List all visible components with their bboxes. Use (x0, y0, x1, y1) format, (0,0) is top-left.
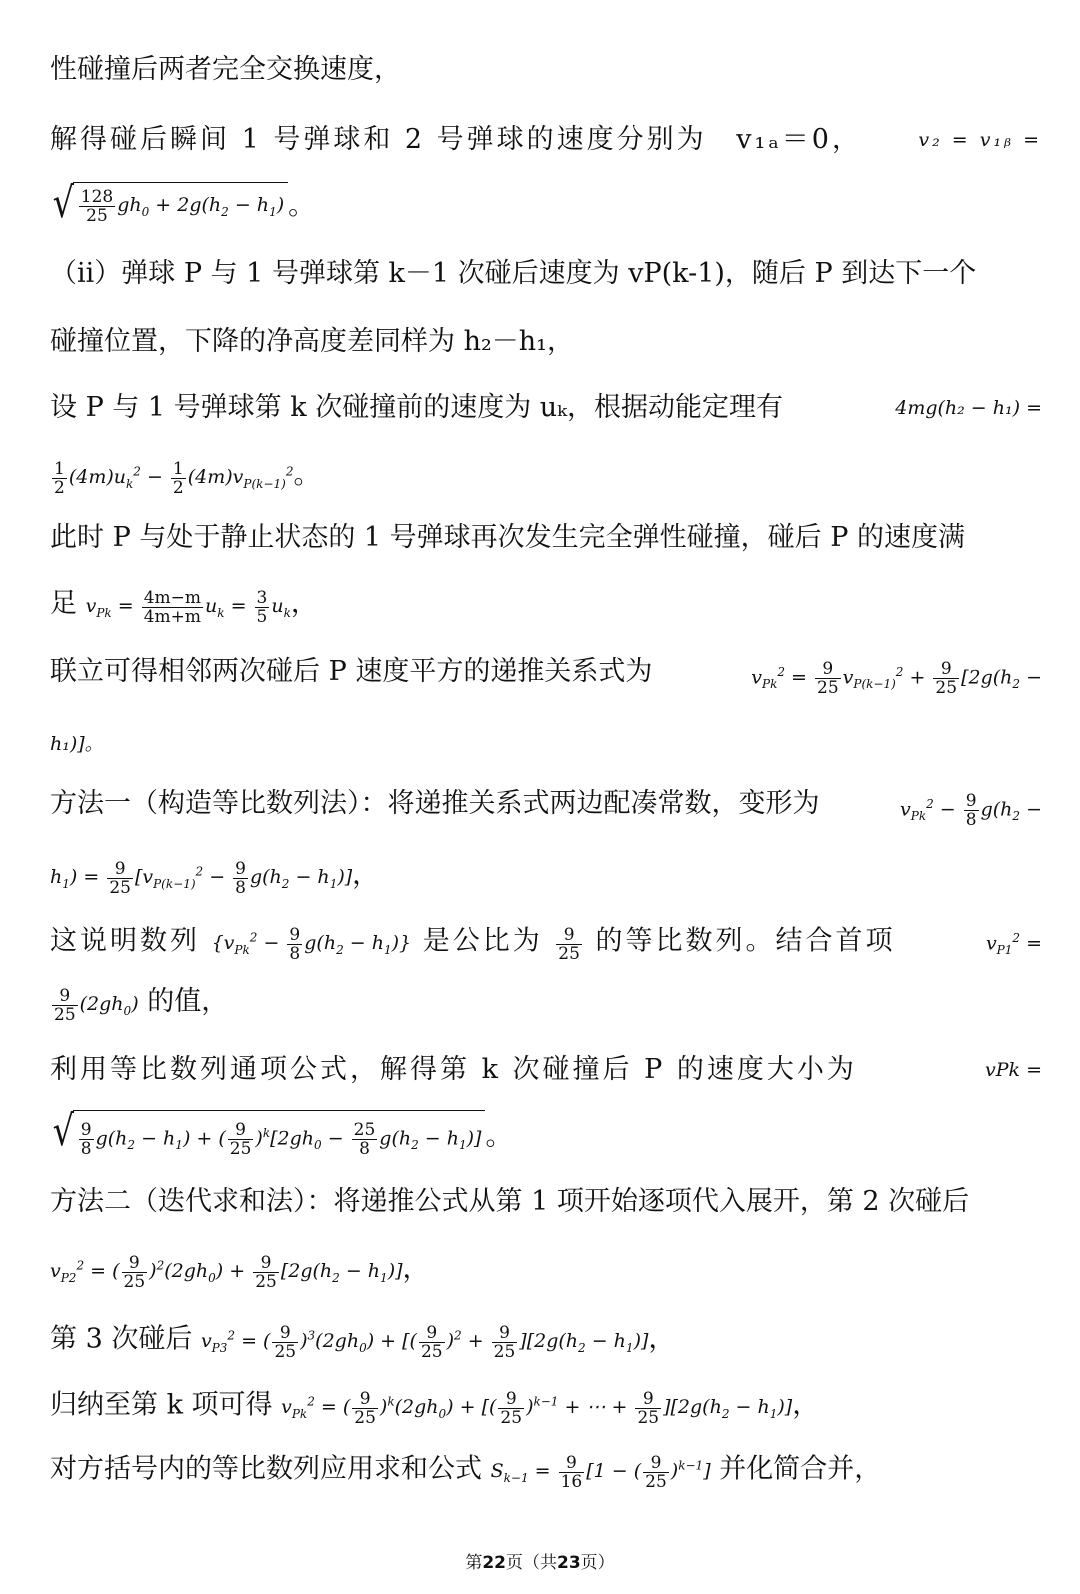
formula-line: 对方括号内的等比数列应用求和公式 $S_{k-1}$ = $\frac{9}{16}$ [1 − ( $\frac{9}{25}$ )$^{k-1}$] 并化简合并， (50, 1452, 882, 1492)
text-line: 设 P 与 1 号弹球第 k 次碰撞前的速度为 uₖ，根据动能定理有 4mg(h₂ − h₁) = (50, 392, 1042, 423)
formula-line: $v_{P2}^2$ = ( $\frac{9}{25}$ )$^2(2gh_0)$ + $\frac{9}{25}$ $[2g(h_2 - h_1)]$， (50, 1252, 430, 1292)
formula-line: $h_1$) = $\frac{9}{25}$ [$v_{P(k-1)}^2$ − $\frac{9}{8}$ $g(h_2 - h_1)$]， (50, 858, 380, 898)
text-line: 性碰撞后两者完全交换速度， (50, 54, 401, 85)
text-line: （ii）弹球 P 与 1 号弹球第 k－1 次碰后速度为 vP(k-1)，随后 P 到达下一个 (50, 258, 977, 289)
text-line: 方法二（迭代求和法）：将递推公式从第 1 项开始逐项代入展开，第 2 次碰后 (50, 1186, 970, 1217)
formula-line: √ $\frac{128}{25}$ $gh_0 + 2g(h_2 - h_1)$ 。 (50, 182, 1042, 232)
formula-line: 第 3 次碰后 $v_{P3}^2$ = ( $\frac{9}{25}$ )$^3(2gh_0)$ + [( $\frac{9}{25}$ )$^2$ + $\frac{9}{25}$ ]$[2g(h_2 - h_1)]$， (50, 1322, 676, 1362)
formula-line: 归纳至第 k 项可得 $v_{Pk}^2$ = ( $\frac{9}{25}$ )$^k(2gh_0)$ + [( $\frac{9}{25}$ )$^{k-1}$ + ⋯ + $\frac{9}{25}$ ]$[2g(h_2 - h_1)]$， (50, 1388, 820, 1428)
formula-line: √ $\frac{9}{8}$ $g(h_2 - h_1)$ + ( $\frac{9}{25}$ )$^k[2gh_0$ − $\frac{25}{8}$ $g(h_2 - h_1)$] 。 (50, 1110, 1042, 1165)
sqrt-expression: √ $\frac{9}{8}$ $g(h_2 - h_1)$ + ( $\frac{9}{25}$ )$^k[2gh_0$ − $\frac{25}{8}$ $g(h_2 - h_1)$] (50, 1110, 485, 1165)
page-total: 23 (557, 1553, 581, 1573)
formula-line: $\frac{9}{25}$ $(2gh_0)$ 的值， (54, 985, 229, 1025)
page-number: 22 (482, 1553, 506, 1573)
formula-line: 足 $v_{Pk}$ = $\frac{4m-m}{4m+m}$ $u_k$ = $\frac{3}{5}$ $u_k$， (50, 587, 318, 627)
formula-line: 联立可得相邻两次碰后 P 速度平方的递推关系式为 $v_{Pk}^2$ = $\frac{9}{25}$ $v_{P(k-1)}^2$ + $\frac{9}{25}$ [$2g(h_2$ − (50, 656, 1042, 698)
formula-line: 方法一（构造等比数列法）：将递推关系式两边配凑常数，变形为 $v_{Pk}^2$ − $\frac{9}{8}$ $g(h_2$ − (50, 788, 1042, 830)
text-line: 解得碰后瞬间 1 号弹球和 2 号弹球的速度分别为 v₁ₐ＝0， v₂ = v₁ᵦ = (50, 124, 1042, 155)
sqrt-expression: √ $\frac{128}{25}$ $gh_0 + 2g(h_2 - h_1)$ (50, 182, 288, 232)
formula-line: 这说明数列 {$v_{Pk}^2$ − $\frac{9}{8}$ $g(h_2 - h_1)$} 是公比为 $\frac{9}{25}$ 的等比数列。结合首项 $v_{P1}^2$ = (50, 924, 1042, 964)
text-line: 利用等比数列通项公式，解得第 k 次碰撞后 P 的速度大小为 vPk = (50, 1054, 1042, 1085)
formula-line: h₁)]。 (50, 733, 104, 755)
formula-line: $\frac{1}{2}$ $(4m)u_k^2$ − $\frac{1}{2}$ $(4m)v_{P(k-1)}^2$。 (54, 458, 321, 498)
page-footer: 第22页（共23页） (465, 1553, 615, 1573)
text-line: 此时 P 与处于静止状态的 1 号弹球再次发生完全弹性碰撞，碰后 P 的速度满 (50, 522, 966, 553)
text-line: 碰撞位置，下降的净高度差同样为 h₂－h₁， (50, 326, 575, 357)
